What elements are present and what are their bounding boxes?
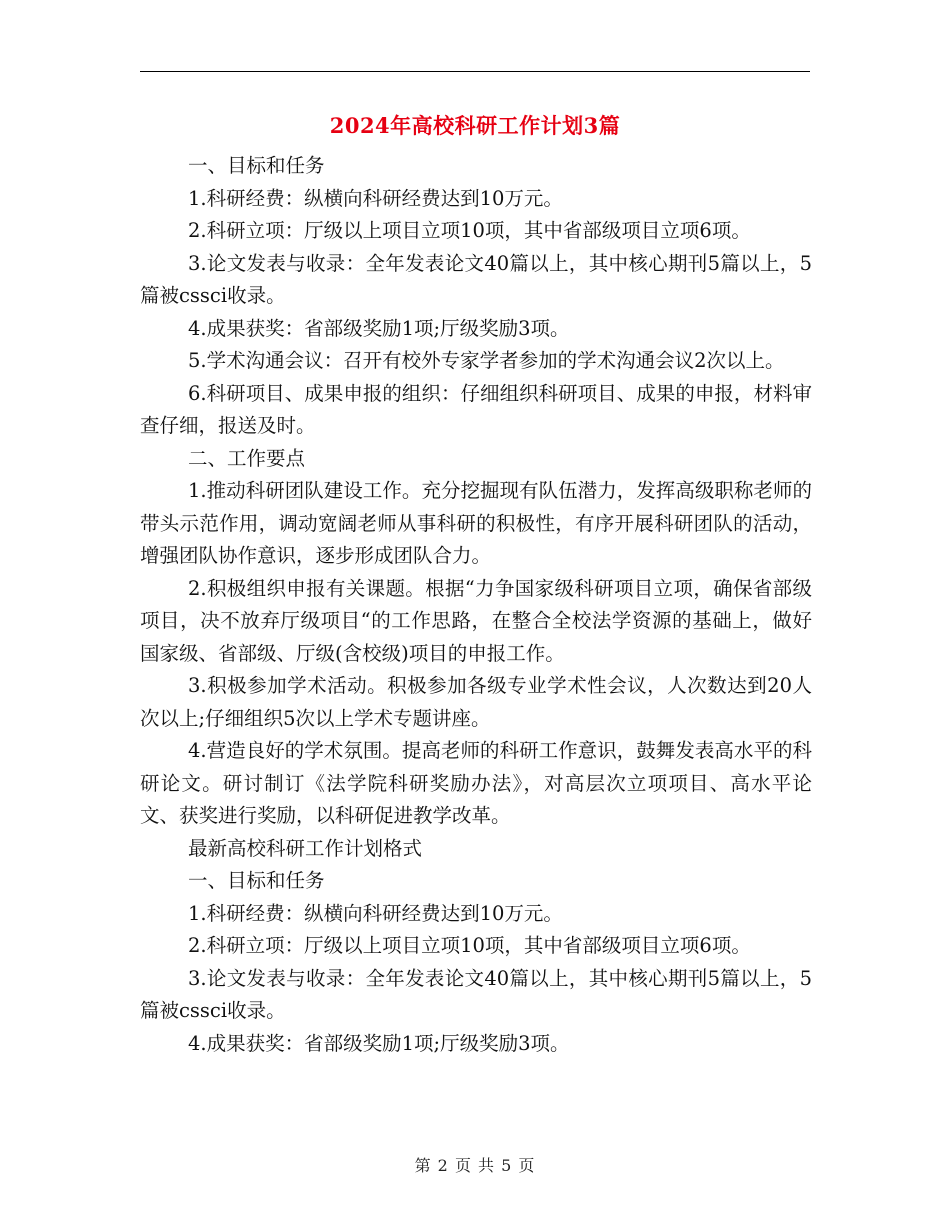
page-number-footer: 第 2 页 共 5 页 (414, 1156, 536, 1175)
list-item: 1.推动科研团队建设工作。充分挖掘现有队伍潜力，发挥高级职称老师的带头示范作用，调动宽阔老师从事科研的积极性，有序开展科研团队的活动，增强团队协作意识，逐步形成团队合力。 (140, 479, 812, 567)
list-item: 4.营造良好的学术氛围。提高老师的科研工作意识，鼓舞发表高水平的科研论文。研讨制订《法学院科研奖励办法》，对高层次立项项目、高水平论文、获奖进行奖励，以科研促进教学改革。 (140, 739, 812, 827)
header-rule (140, 71, 810, 72)
list-item: 1.科研经费：纵横向科研经费达到10万元。 (188, 901, 563, 925)
list-item: 1.科研经费：纵横向科研经费达到10万元。 (188, 186, 563, 210)
list-item: 6.科研项目、成果申报的组织：仔细组织科研项目、成果的申报，材料审查仔细，报送及时。 (140, 381, 812, 437)
section-heading: 一、目标和任务 (188, 869, 325, 892)
list-item: 4.成果获奖：省部级奖励1项;厅级奖励3项。 (188, 316, 570, 340)
list-item: 3.论文发表与收录：全年发表论文40篇以上，其中核心期刊5篇以上，5篇被cssci收录。 (140, 966, 812, 1022)
section-heading: 二、工作要点 (188, 446, 306, 470)
list-item: 2.科研立项：厅级以上项目立项10项，其中省部级项目立项6项。 (188, 219, 751, 242)
list-item: 3.积极参加学术活动。积极参加各级专业学术性会议，人次数达到20人次以上;仔细组织5次以上学术专题讲座。 (140, 674, 812, 730)
list-item: 2.科研立项：厅级以上项目立项10项，其中省部级项目立项6项。 (188, 934, 751, 957)
list-item: 5.学术沟通会议：召开有校外专家学者参加的学术沟通会议2次以上。 (188, 349, 785, 372)
list-item: 3.论文发表与收录：全年发表论文40篇以上，其中核心期刊5篇以上，5篇被cssci收录。 (140, 251, 812, 307)
subtitle: 最新高校科研工作计划格式 (188, 836, 423, 860)
section-heading: 一、目标和任务 (188, 154, 325, 177)
list-item: 4.成果获奖：省部级奖励1项;厅级奖励3项。 (188, 1031, 570, 1055)
document-body (140, 150, 812, 1060)
document-title: 2024年高校科研工作计划3篇 (329, 113, 621, 138)
list-item: 2.积极组织申报有关课题。根据“力争国家级科研项目立项，确保省部级项目，决不放弃厅级项目“的工作思路，在整合全校法学资源的基础上，做好国家级、省部级、厅级(含校级)项目的申报工作。 (140, 576, 812, 665)
